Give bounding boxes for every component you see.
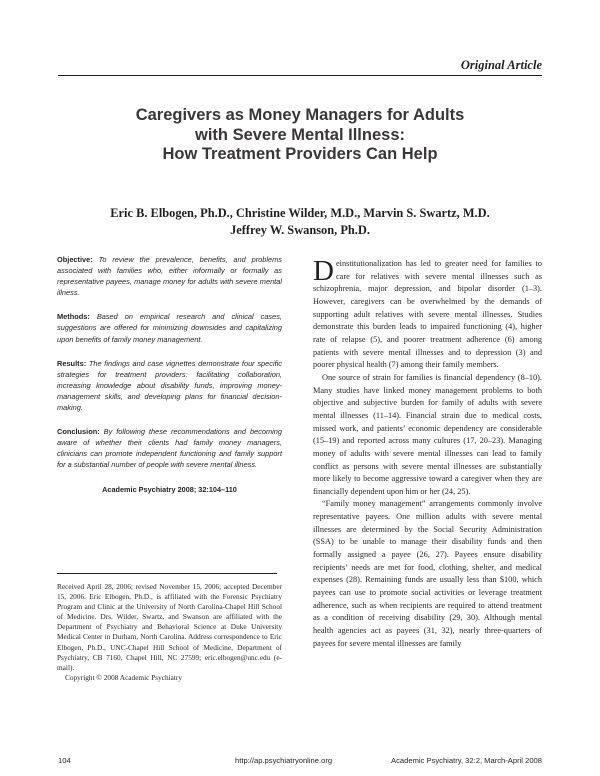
methods-text: Based on empirical research and clinical cases, suggestions are offered for minimizing downsides and capitalizing upon benefits of family money management.	[57, 312, 282, 344]
page-number: 104	[58, 756, 71, 765]
methods-label: Methods:	[57, 312, 90, 322]
footnote-divider	[57, 573, 277, 574]
body-paragraph: “Family money management” arrangements commonly involve representative payees. One million adults with severe mental illnesses are determined by the Social Security Administration (SSA) to be unable to manage their disability funds and then formally assigned a payee (26, 27). Payees ensure disability recipients’ needs are met for food, clothing, shelter, and medical expenses (28). Remaining funds are usually less than $100, which payees can use to promote social activities or leverage treatment adherence, such as when recipients are required to attend treatment as a condition of receiving disability (29, 30). Although mental health agencies act as payees (31, 32), nearly three-quarters of payees for severe mental illnesses are family	[313, 499, 542, 648]
objective-label: Objective:	[57, 255, 93, 264]
body-text	[313, 255, 542, 650]
header-divider	[58, 75, 542, 76]
article-type-label: Original Article	[460, 58, 542, 72]
conclusion-label: Conclusion:	[57, 427, 100, 437]
authors-line: Eric B. Elbogen, Ph.D., Christine Wilder, M.D., Marvin S. Swartz, M.D.	[110, 206, 490, 220]
results-label: Results:	[57, 358, 87, 368]
authors-line: Jeffrey W. Swanson, Ph.D.	[230, 223, 370, 237]
abstract-objective	[57, 254, 282, 298]
article-title	[60, 106, 540, 165]
journal-url-link[interactable]: http://ap.psychiatryonline.org	[235, 756, 333, 765]
journal-issue: Academic Psychiatry, 32:2, March-April 2008	[391, 756, 542, 765]
title-line: How Treatment Providers Can Help	[162, 145, 438, 163]
conclusion-text: By following these recommendations and becoming aware of whether their clients had family money managers, clinicians can promote independent functioning and family support for a substantial number of people with severe mental illness.	[57, 427, 282, 470]
abstract	[57, 254, 282, 495]
author-list	[60, 205, 540, 239]
results-text: The findings and case vignettes demonstrate four specific strategies for treatment providers: facilitating collaboration, increasing knowledge about disability funds, improving money-management skills, and developing plans for financial decision-making.	[57, 358, 282, 413]
abstract-conclusion	[57, 426, 282, 470]
drop-cap: D	[313, 255, 334, 287]
footnote	[57, 582, 282, 683]
abstract-results	[57, 358, 282, 413]
title-line: with Severe Mental Illness:	[195, 125, 405, 144]
journal-citation: Academic Psychiatry 2008; 32:104–110	[102, 484, 237, 494]
paragraph-text: einstitutionalization has led to greater need for families to care for relatives with severe mental illnesses such as schizophrenia, major depression, and bipolar disorder (1–3). However, caregivers can be overwhelmed by the demands of supporting adult relatives with severe mental illnesses. Studies demonstrate this burden leads to impaired functioning (4), higher rate of relapse (5), and poorer treatment adherence (6) among patients with severe mental illnesses and to depression (3) and poorer physical health (7) among their family members.	[313, 259, 542, 370]
title-line: Caregivers as Money Managers for Adults	[135, 106, 465, 124]
body-paragraph: One source of strain for families is financial dependency (8–10). Many studies have linked money management problems to both objective and subjective burden for family of adults with severe mental illnesses (11–14). Financial strain due to medical costs, missed work, and patients’ economic dependency are considerable (15–19) and reported across many cultures (17, 20–23). Managing money of adults with severe mental illnesses can lead to family conflict as persons with severe mental illnesses are substantially more likely to become aggressive toward a caregiver when they are financially dependent upon him or her (24, 25).	[313, 372, 542, 496]
objective-text: To review the prevalence, benefits, and problems associated with families who, either informally or formally as representative payees, manage money for adults with severe mental illness.	[57, 255, 282, 298]
copyright-notice: Copyright © 2008 Academic Psychiatry	[65, 672, 183, 682]
body-paragraph	[313, 255, 542, 372]
footnote-text: Received April 28, 2006; revised November 15, 2006; accepted December 15, 2006. Eric Elbogen, Ph.D., is affiliated with the Forensic Psychiatry Program and Clinic at the University of North Carolina-Chapel Hill School of Medicine. Drs. Wilder, Swartz, and Swanson are affiliated with the Department of Psychiatry and Behavioral Science at Duke University Medical Center in Durham, North Carolina. Address correspondence to Eric Elbogen, Ph.D., UNC-Chapel Hill School of Medicine, Department of Psychiatry, CB 7160, Chapel Hill, NC 27599; eric.elbogen@unc.edu (e-mail).	[57, 582, 282, 672]
abstract-methods	[57, 311, 282, 344]
